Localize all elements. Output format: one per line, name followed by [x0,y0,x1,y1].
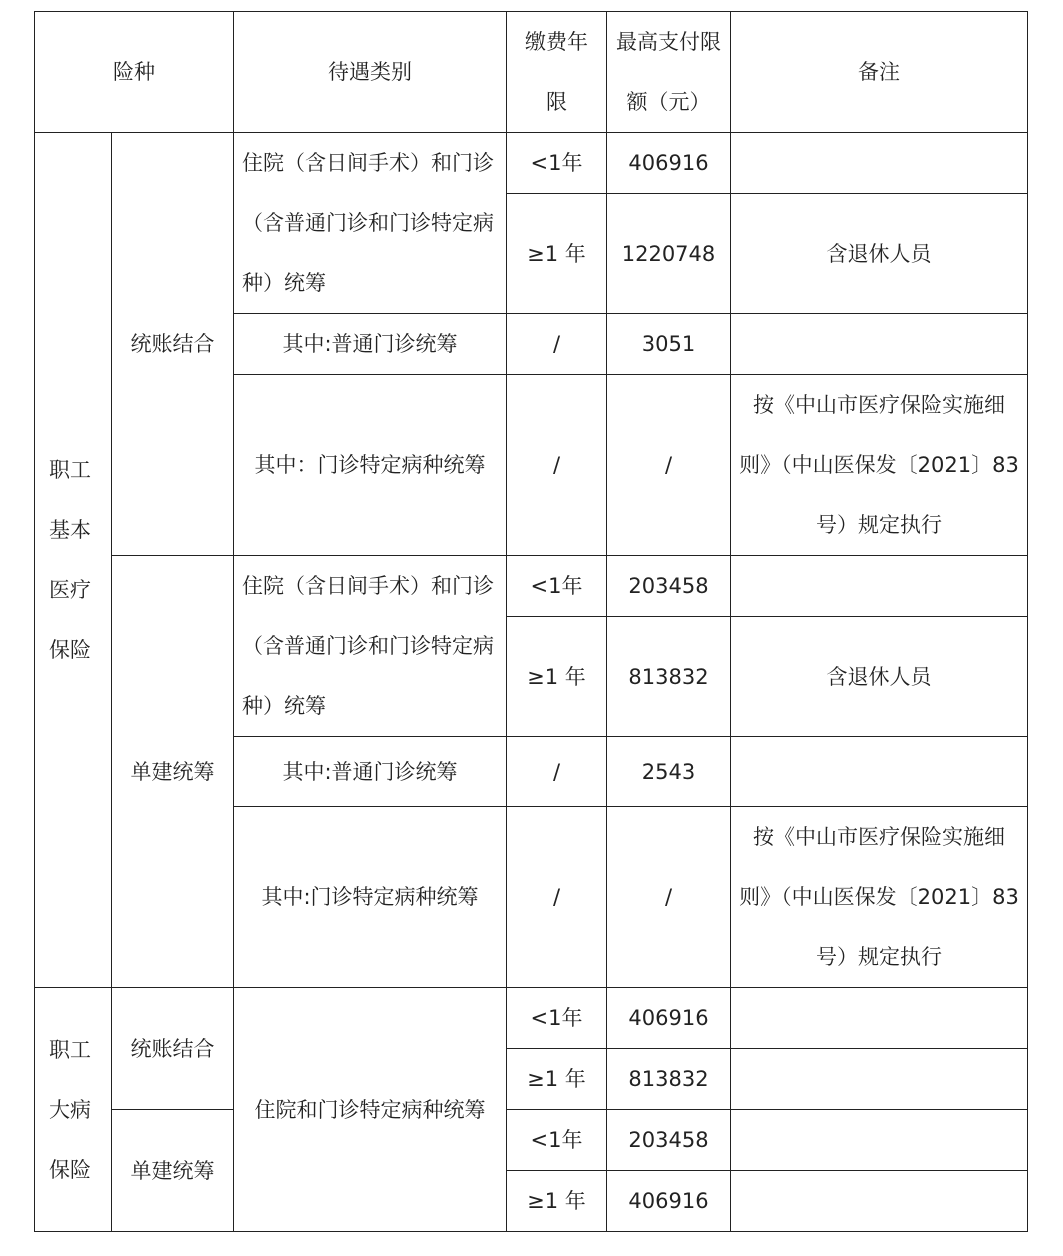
basic-group-label: 统账结合 [112,133,234,556]
note-cell [731,737,1028,807]
note-cell [731,988,1028,1049]
limit-cell: 3051 [607,314,731,375]
note-cell [731,1171,1028,1232]
table-row [35,556,1028,617]
limit-cell: / [607,807,731,988]
major-group-label: 单建统筹 [112,1110,234,1232]
header-category: 待遇类别 [234,12,507,133]
years-cell: <1年 [507,556,607,617]
limit-cell: 203458 [607,1110,731,1171]
years-cell: / [507,314,607,375]
table-row [35,988,1028,1049]
category-cell: 其中:普通门诊统筹 [234,314,507,375]
years-cell: ≥1 年 [507,1049,607,1110]
limit-cell: 1220748 [607,194,731,314]
limit-cell: 813832 [607,1049,731,1110]
note-cell [731,1110,1028,1171]
note-cell: 含退休人员 [731,194,1028,314]
note-cell: 按《中山市医疗保险实施细则》（中山医保发〔2021〕83 号）规定执行 [731,807,1028,988]
limit-cell: 2543 [607,737,731,807]
note-cell [731,314,1028,375]
limit-cell: 406916 [607,133,731,194]
major-insurance-name: 职工大病保险 [35,988,112,1232]
insurance-limit-table [34,11,1028,1232]
category-cell: 其中:普通门诊统筹 [234,737,507,807]
limit-cell: / [607,375,731,556]
header-years: 缴费年限 [507,12,607,133]
years-cell: ≥1 年 [507,194,607,314]
years-cell: ≥1 年 [507,1171,607,1232]
header-row [35,12,1028,133]
basic-insurance-name: 职工基本医疗保险 [35,133,112,988]
category-cell: 其中:门诊特定病种统筹 [234,807,507,988]
header-insurance: 险种 [35,12,234,133]
note-cell [731,133,1028,194]
header-note: 备注 [731,12,1028,133]
note-cell [731,1049,1028,1110]
table-row [35,1110,1028,1171]
years-cell: <1年 [507,1110,607,1171]
years-cell: / [507,807,607,988]
category-cell: 住院（含日间手术）和门诊（含普通门诊和门诊特定病种）统筹 [234,133,507,314]
major-group-label: 统账结合 [112,988,234,1110]
category-cell: 其中：门诊特定病种统筹 [234,375,507,556]
years-cell: ≥1 年 [507,617,607,737]
limit-cell: 813832 [607,617,731,737]
basic-group-label: 单建统筹 [112,556,234,988]
years-cell: <1年 [507,988,607,1049]
major-category-cell: 住院和门诊特定病种统筹 [234,988,507,1232]
note-cell: 含退休人员 [731,617,1028,737]
note-cell: 按《中山市医疗保险实施细则》（中山医保发〔2021〕83 号）规定执行 [731,375,1028,556]
limit-cell: 406916 [607,1171,731,1232]
table-row [35,133,1028,194]
years-cell: / [507,737,607,807]
limit-cell: 203458 [607,556,731,617]
category-cell: 住院（含日间手术）和门诊（含普通门诊和门诊特定病种）统筹 [234,556,507,737]
years-cell: <1年 [507,133,607,194]
note-cell [731,556,1028,617]
years-cell: / [507,375,607,556]
limit-cell: 406916 [607,988,731,1049]
header-limit: 最高支付限额（元） [607,12,731,133]
